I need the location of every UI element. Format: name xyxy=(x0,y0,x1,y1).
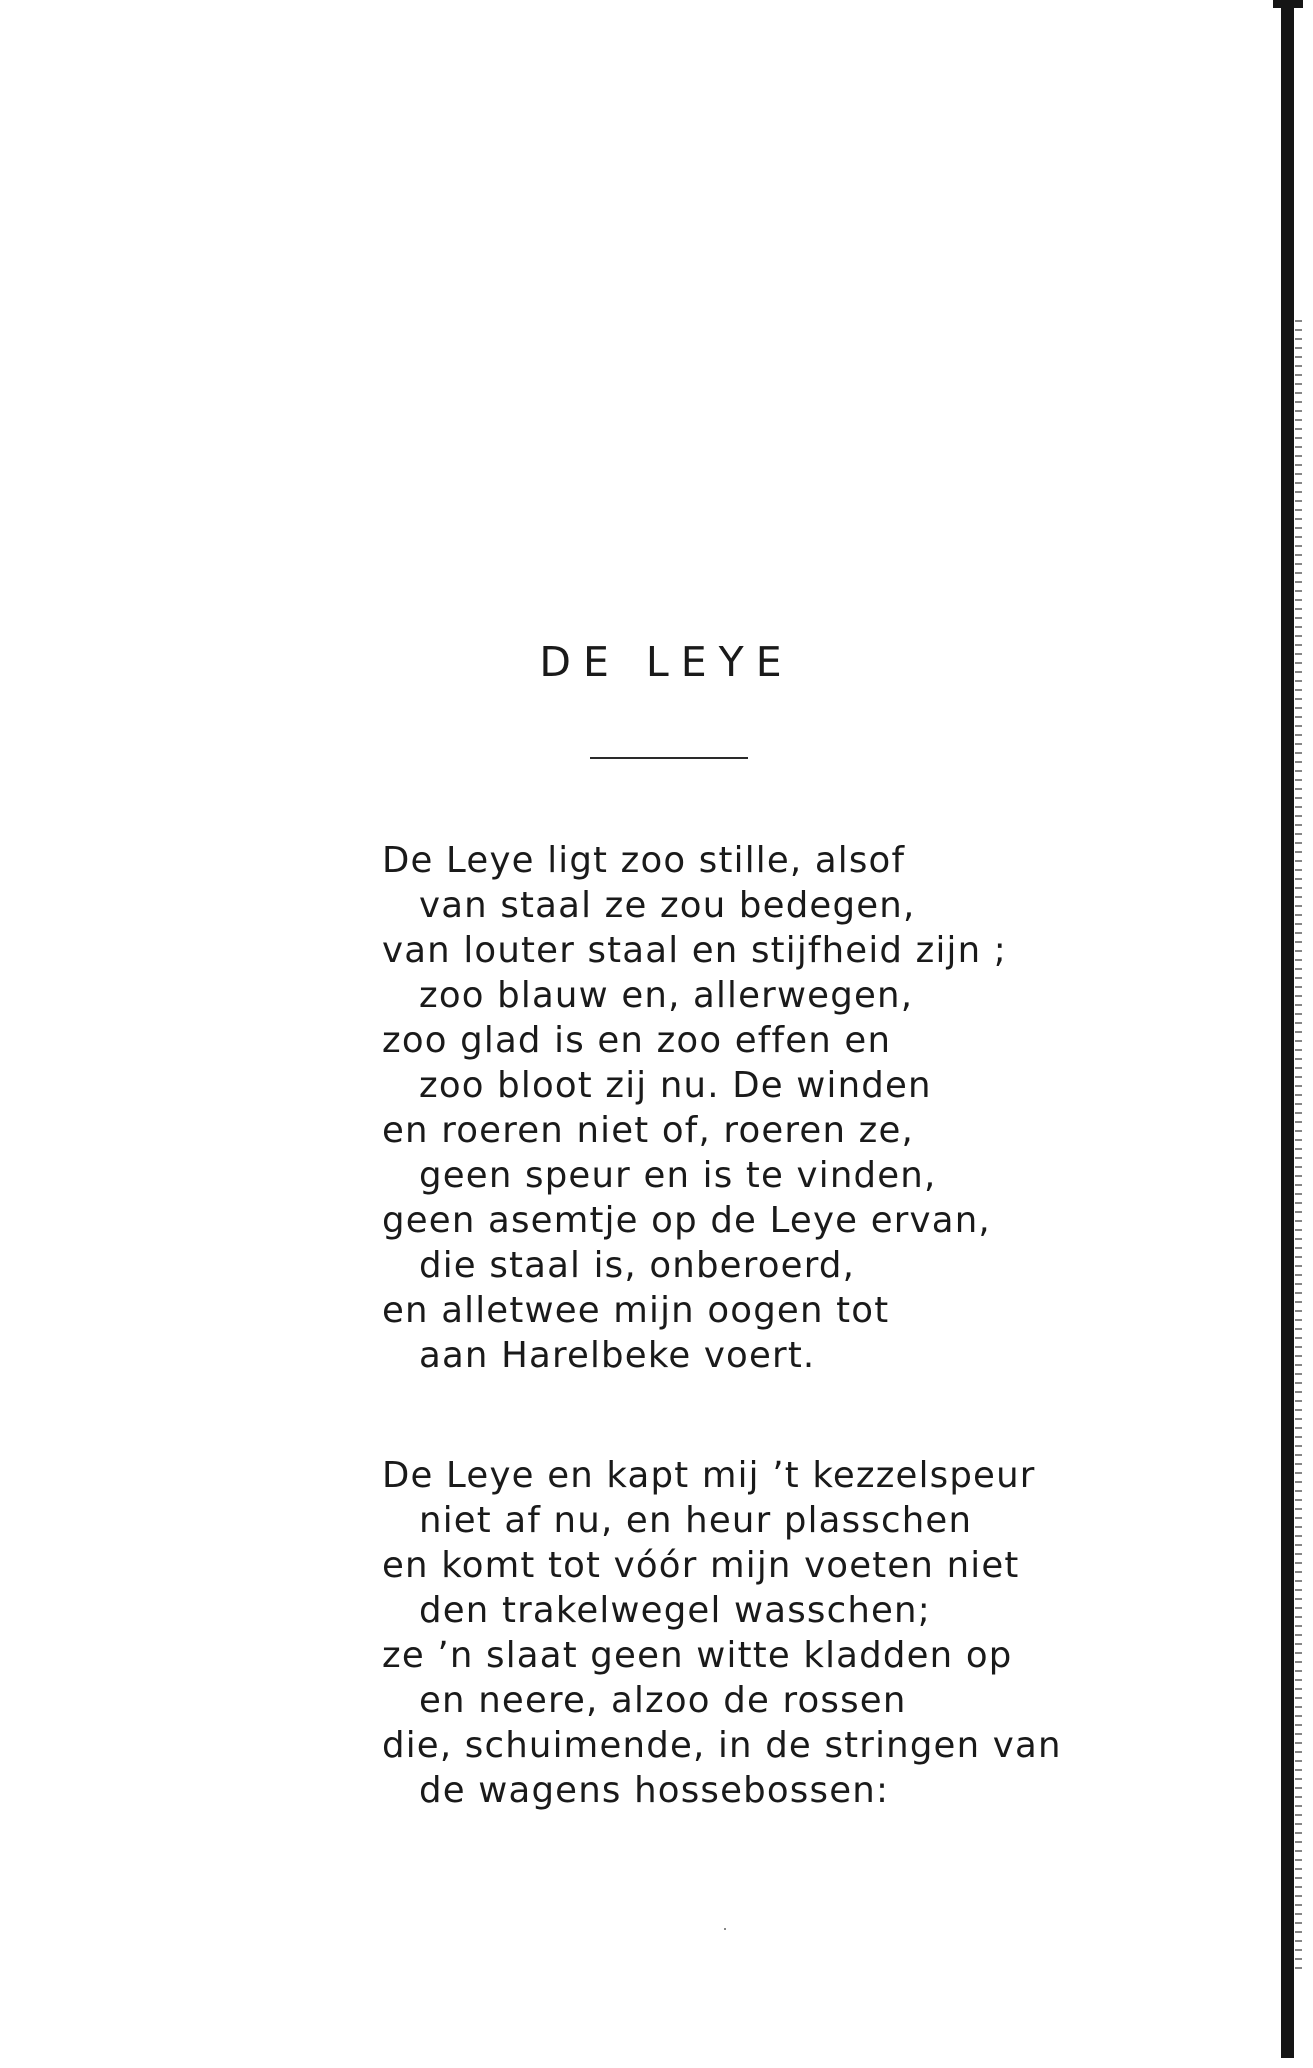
poem-line: en komt tot vóór mijn voeten niet xyxy=(382,1545,1020,1586)
poem-line: die, schuimende, in de stringen van xyxy=(382,1725,1062,1766)
title-divider xyxy=(590,757,748,759)
stanza-1 xyxy=(382,838,1007,1378)
poem-line: geen asemtje op de Leye ervan, xyxy=(382,1200,991,1241)
stanza-2 xyxy=(382,1453,1062,1813)
poem-line: en roeren niet of, roeren ze, xyxy=(382,1110,915,1151)
poem-line: van louter staal en stijfheid zijn ; xyxy=(382,930,1007,971)
poem-line: zoo glad is en zoo effen en xyxy=(382,1020,892,1061)
poem-title: DE LEYE xyxy=(539,638,794,686)
poem-line: De Leye ligt zoo stille, alsof xyxy=(382,840,906,881)
poem-line: de wagens hossebossen: xyxy=(419,1770,890,1811)
poem-line: die staal is, onberoerd, xyxy=(419,1245,856,1286)
poem-line: aan Harelbeke voert. xyxy=(419,1335,816,1376)
poem-line: en neere, alzoo de rossen xyxy=(419,1680,907,1721)
page-edge-border xyxy=(1273,0,1313,2068)
poem-line: zoo blauw en, allerwegen, xyxy=(419,975,914,1016)
page-edge-hatching xyxy=(1295,320,1302,1970)
poem-line: De Leye en kapt mij ’t kezzelspeur xyxy=(382,1455,1036,1496)
poem-line: den trakelwegel wasschen; xyxy=(419,1590,931,1631)
poem-line: zoo bloot zij nu. De winden xyxy=(419,1065,932,1106)
poem-line: geen speur en is te vinden, xyxy=(419,1155,937,1196)
poem-line: ze ’n slaat geen witte kladden op xyxy=(382,1635,1013,1676)
poem-line: en alletwee mijn oogen tot xyxy=(382,1290,890,1331)
page-edge-cap xyxy=(1273,0,1303,8)
poem-line: van staal ze zou bedegen, xyxy=(419,885,916,926)
paper-speck xyxy=(724,1928,726,1930)
poem-line: niet af nu, en heur plasschen xyxy=(419,1500,973,1541)
page-edge-bar xyxy=(1281,8,1294,2058)
